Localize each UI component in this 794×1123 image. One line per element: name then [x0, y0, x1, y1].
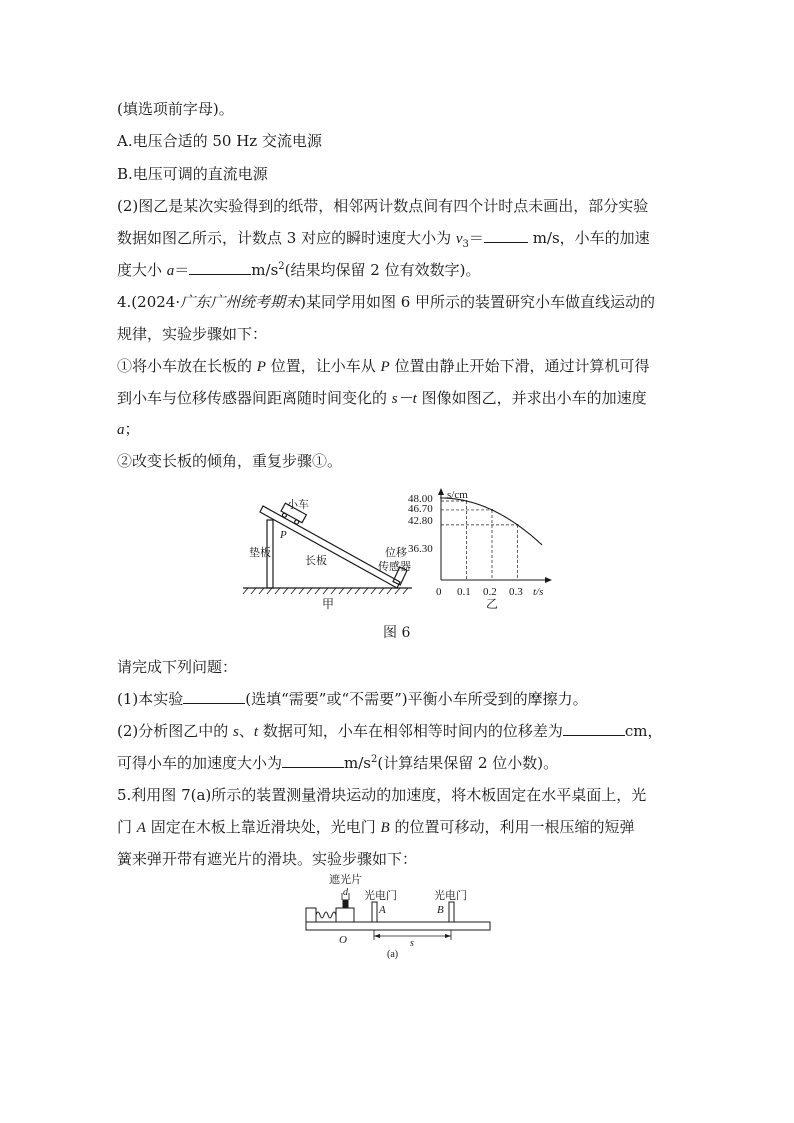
question-4-text — [117, 292, 655, 312]
text: 、 — [238, 722, 254, 740]
text: 4.(2024· — [117, 293, 181, 311]
y-axis-arrow — [438, 488, 444, 495]
question-5-text — [117, 817, 634, 838]
figure-6-caption: 图 6 — [383, 625, 411, 641]
var-gate-b: B — [380, 820, 390, 836]
wooden-board — [306, 922, 490, 930]
d-label: d — [343, 887, 348, 898]
figure-jia-label: 甲 — [322, 597, 335, 611]
s-arrow — [374, 934, 380, 938]
gate-a-label: 光电门 — [364, 890, 397, 902]
point-p-label: P — [280, 529, 287, 541]
text-line — [117, 99, 234, 119]
var-st: s－t — [391, 391, 417, 407]
answer-blank[interactable] — [189, 260, 251, 275]
x-tick-label: 0.3 — [509, 586, 523, 598]
text: 规律，实验步骤如下： — [117, 325, 268, 343]
origin-o-label: O — [339, 934, 347, 946]
question-2-text — [117, 196, 648, 216]
question-4-2 — [117, 753, 558, 773]
gate-b-letter: B — [437, 904, 444, 916]
subscript: 3 — [462, 239, 469, 250]
superscript: 2 — [278, 261, 285, 272]
text: 位置由静止开始下滑，通过计算机可得 — [389, 357, 650, 375]
source-note: 广东广州统考期末 — [180, 293, 301, 311]
x-tick-label: 0.1 — [457, 586, 471, 598]
var-p: P — [256, 359, 266, 375]
text: ①将小车放在长板的 — [117, 357, 257, 375]
gate-a — [372, 902, 377, 922]
text: 图像如图乙，并求出小车的加速度 — [416, 389, 647, 407]
var-gate-a: A — [136, 820, 146, 836]
incline-board — [260, 506, 400, 588]
text: 的位置可移动，利用一根压缩的短弹 — [389, 818, 635, 836]
text: )某同学用如图 6 甲所示的装置研究小车做直线运动的 — [300, 293, 656, 311]
y-tick-label: 46.70 — [408, 503, 433, 515]
dashed-guides — [441, 498, 518, 580]
sensor-label: 传感器 — [378, 561, 411, 573]
question-5-text — [117, 785, 646, 805]
x-tick-label: 0.2 — [483, 586, 497, 598]
option-b — [117, 164, 268, 184]
text: m/s — [251, 261, 279, 279]
data-point — [440, 497, 442, 499]
gate-a-letter: A — [379, 904, 386, 916]
s-label: s — [410, 938, 414, 949]
text: ②改变长板的倾角，重复步骤①。 — [117, 452, 343, 470]
text: ； — [124, 420, 140, 438]
end-stop — [306, 908, 316, 922]
text: cm， — [624, 722, 663, 740]
text: 5.利用图 7(a)所示的装置测量滑块运动的加速度，将木板固定在水平桌面上，光 — [117, 786, 647, 804]
x-axis-label: t/s — [533, 586, 544, 598]
text: 位置，让小车从 — [265, 357, 381, 375]
data-point — [491, 509, 493, 511]
x-axis-arrow — [545, 577, 552, 583]
text: 簧来弹开带有遮光片的滑块。实验步骤如下： — [117, 850, 418, 868]
board-label: 长板 — [305, 555, 327, 567]
slider-block — [336, 908, 354, 922]
text: (选填“需要”或“不需要”)平衡小车所受到的摩擦力。 — [245, 690, 588, 708]
s-arrow — [445, 934, 451, 938]
step-1-text — [117, 388, 647, 409]
data-point — [517, 524, 519, 526]
text: ＝ — [174, 261, 190, 279]
text: 门 — [117, 818, 137, 836]
var-t: t — [253, 724, 259, 740]
answer-blank[interactable] — [484, 228, 528, 243]
var-a: a — [166, 263, 175, 279]
text: ＝ — [468, 229, 484, 247]
question-4-1 — [117, 689, 588, 709]
text: m/s — [344, 754, 371, 772]
step-1-text — [117, 419, 140, 440]
var-v: v — [455, 231, 463, 247]
text: 度大小 — [117, 261, 167, 279]
text: m/s，小车的加速 — [527, 229, 650, 247]
text: (1)本实验 — [117, 690, 184, 708]
instruction-text — [117, 657, 237, 677]
text: (结果均保留 2 位有效数字)。 — [284, 261, 481, 279]
y-tick-label: 42.80 — [408, 515, 433, 527]
option-a — [117, 131, 322, 151]
text: (计算结果保留 2 位小数)。 — [377, 754, 559, 772]
text: 数据如图乙所示，计数点 3 对应的瞬时速度大小为 — [117, 229, 456, 247]
step-2-text — [117, 451, 342, 471]
ground-hatch — [243, 588, 408, 594]
text: 到小车与位移传感器间距离随时间变化的 — [117, 389, 392, 407]
series-curve — [441, 498, 542, 545]
question-4-text — [117, 324, 267, 344]
pad-label: 垫板 — [249, 547, 271, 559]
var-s: s — [233, 724, 239, 740]
shield-label: 遮光片 — [329, 874, 362, 886]
text: 固定在木板上靠近滑块处，光电门 — [145, 818, 381, 836]
spring — [316, 912, 336, 918]
step-1-text — [117, 356, 649, 377]
answer-blank[interactable] — [282, 753, 344, 768]
answer-blank[interactable] — [563, 721, 625, 736]
text: (填选项前字母)。 — [117, 100, 234, 118]
origin-label: 0 — [436, 586, 442, 598]
question-2-text — [117, 260, 480, 281]
text: (2)图乙是某次实验得到的纸带，相邻两计数点间有四个计时点未画出，部分实验 — [117, 197, 649, 215]
text: 数据可知，小车在相邻相等时间内的位移差为 — [258, 722, 563, 740]
figure-yi-label: 乙 — [486, 597, 499, 611]
data-points — [440, 497, 518, 526]
question-2-text — [117, 228, 650, 249]
question-5-text — [117, 849, 417, 869]
figure-7a — [0, 868, 794, 963]
var-p: P — [380, 359, 390, 375]
sensor-label: 位移 — [385, 547, 407, 559]
y-axis-label: s/cm — [447, 489, 468, 501]
question-4-2 — [117, 721, 662, 742]
cart-label: 小车 — [287, 499, 309, 511]
answer-blank[interactable] — [183, 689, 245, 704]
text: 可得小车的加速度大小为 — [117, 754, 283, 772]
text: (2)分析图乙中的 — [117, 722, 234, 740]
gate-b-label: 光电门 — [434, 890, 467, 902]
y-tick-label: 36.30 — [408, 543, 433, 555]
gate-b — [449, 902, 454, 922]
y-tick-label: 48.00 — [408, 493, 433, 505]
text: A.电压合适的 50 Hz 交流电源 — [117, 132, 322, 150]
superscript: 2 — [371, 754, 378, 765]
figure-7a-caption: (a) — [387, 949, 399, 960]
text: 请完成下列问题： — [117, 658, 238, 676]
text: B.电压可调的直流电源 — [117, 165, 268, 183]
var-a: a — [117, 422, 125, 438]
light-shield — [343, 900, 348, 908]
st-graph-yi — [408, 488, 552, 611]
